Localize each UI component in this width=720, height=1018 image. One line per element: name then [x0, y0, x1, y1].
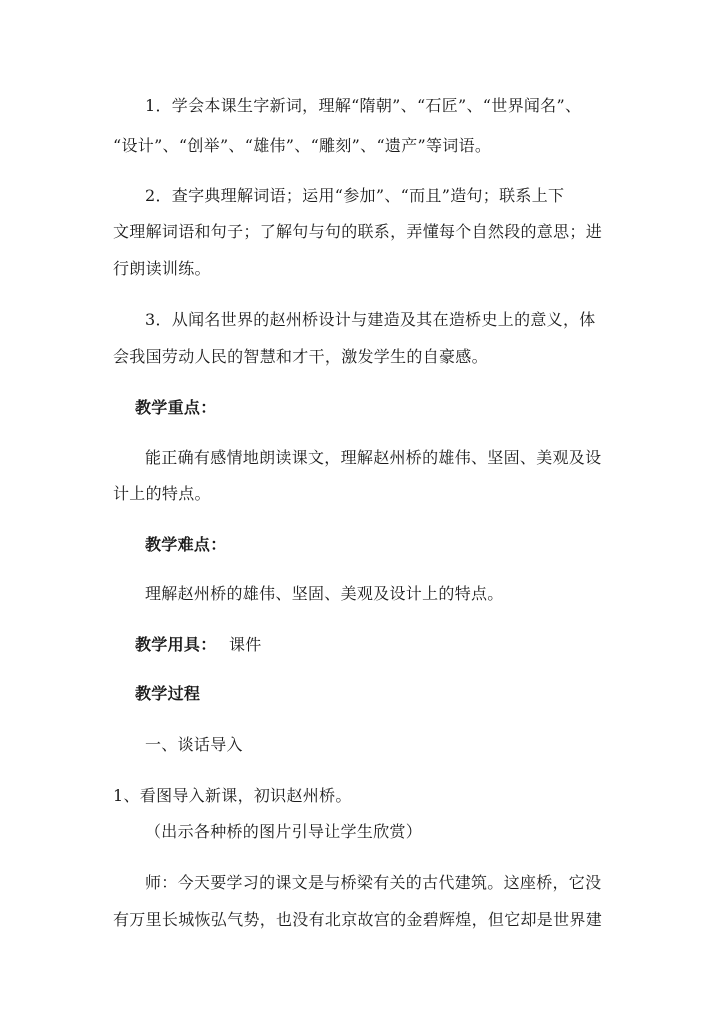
objective-2-line-2: 文理解词语和句子；了解句与句的联系，弄懂每个自然段的意思；进 — [113, 222, 603, 241]
objective-1-line-2: “设计”、“创举”、“雄伟”、“雕刻”、“遗产”等词语。 — [113, 136, 492, 155]
difficulties-heading: 教学难点： — [145, 535, 227, 554]
key-points-heading: 教学重点： — [135, 398, 217, 417]
key-points-text-line-1: 能正确有感情地朗读课文，理解赵州桥的雄伟、坚固、美观及设 — [145, 448, 602, 467]
difficulties-text: 理解赵州桥的雄伟、坚固、美观及设计上的特点。 — [145, 584, 504, 603]
objective-1-line-1: 1．学会本课生字新词，理解“隋朝”、“石匠”、“世界闻名”、 — [145, 96, 582, 115]
tools-value: 课件 — [229, 635, 262, 654]
tools-heading: 教学用具： — [135, 635, 217, 654]
step-1-title: 1、看图导入新课，初识赵州桥。 — [113, 786, 352, 805]
key-points-text-line-2: 计上的特点。 — [113, 484, 211, 503]
process-heading: 教学过程 — [135, 684, 201, 703]
teacher-text-line-1: 师：今天要学习的课文是与桥梁有关的古代建筑。这座桥，它没 — [145, 873, 602, 892]
objective-3-line-2: 会我国劳动人民的智慧和才干，激发学生的自豪感。 — [113, 347, 488, 366]
step-1-note: （出示各种桥的图片引导让学生欣赏） — [145, 822, 423, 841]
teacher-text-line-2: 有万里长城恢弘气势，也没有北京故宫的金碧辉煌，但它却是世界建 — [113, 910, 603, 929]
objective-3-line-1: 3．从闻名世界的赵州桥设计与建造及其在造桥史上的意义，体 — [145, 310, 596, 329]
section-1-title: 一、谈话导入 — [145, 735, 243, 754]
objective-2-line-3: 行朗读训练。 — [113, 259, 211, 278]
objective-2-line-1: 2．查字典理解词语；运用“参加”、“而且”造句；联系上下 — [145, 186, 565, 205]
